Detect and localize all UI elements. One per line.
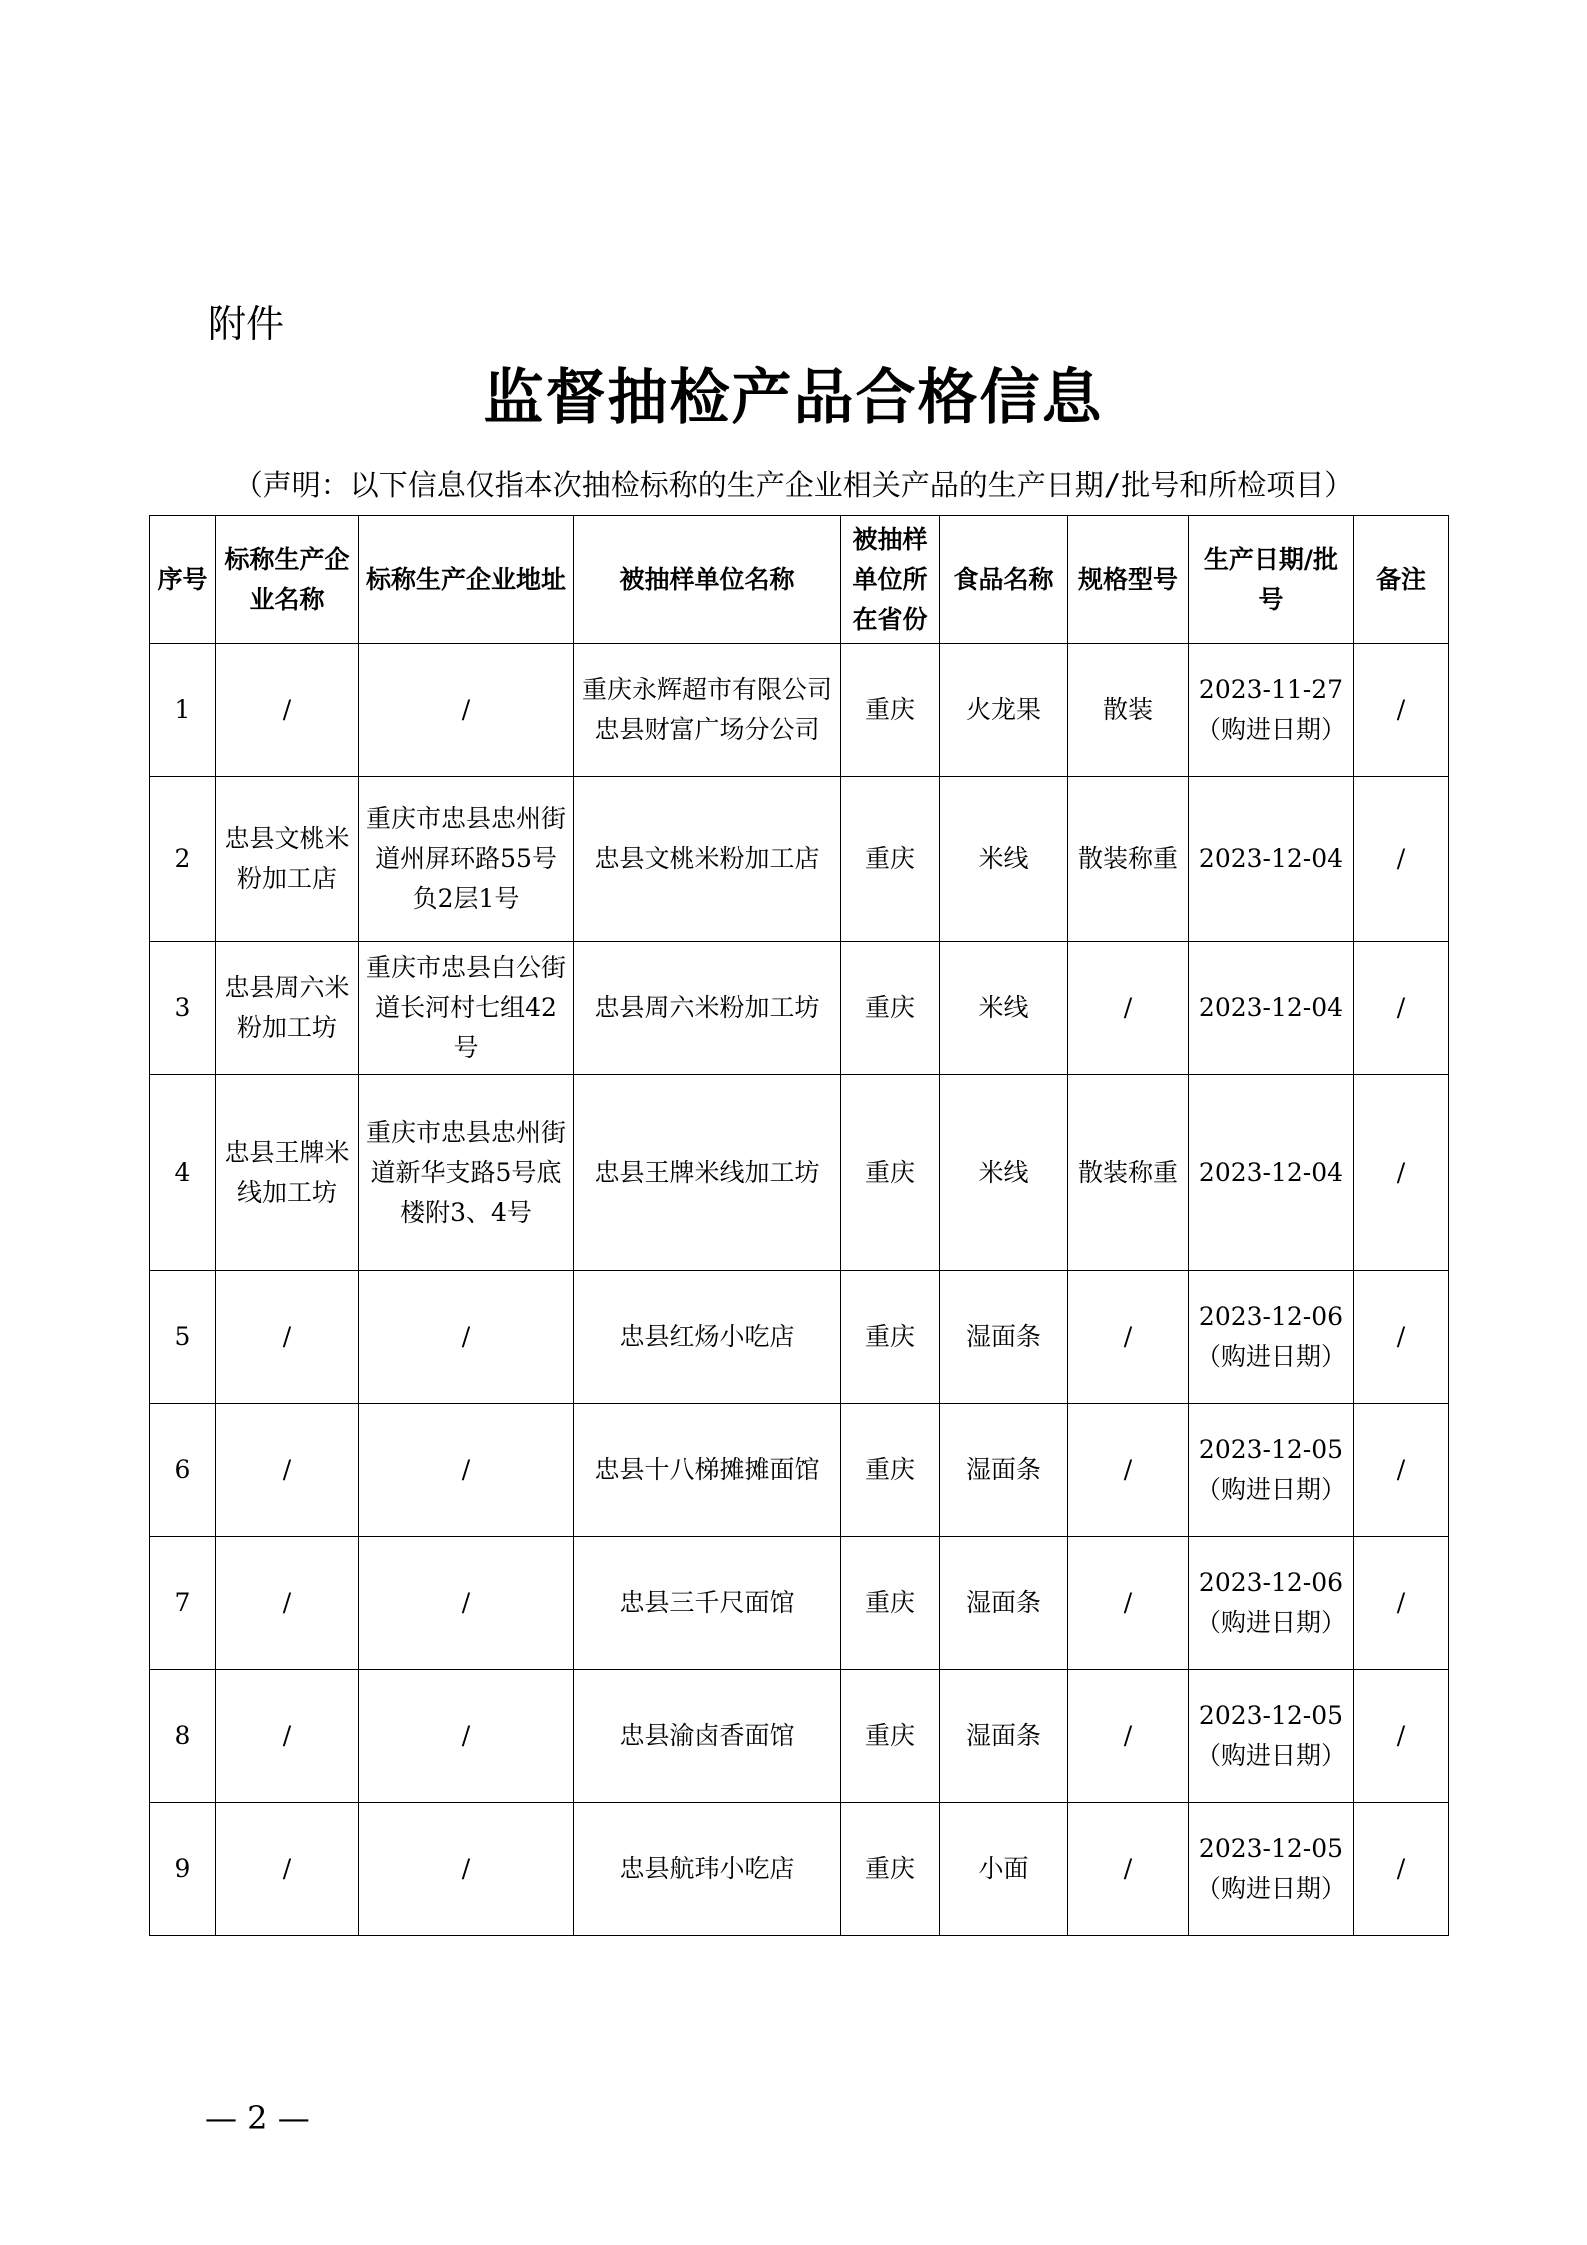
cell-no: 6	[150, 1404, 216, 1537]
cell-spec: /	[1068, 1537, 1189, 1670]
column-header-spec: 规格型号	[1068, 516, 1189, 644]
cell-food: 湿面条	[940, 1537, 1068, 1670]
date-value: 2023-12-04	[1198, 993, 1344, 1022]
cell-no: 8	[150, 1670, 216, 1803]
date-value: 2023-12-04	[1198, 844, 1344, 873]
table-row	[150, 1537, 1449, 1670]
cell-spec: /	[1068, 942, 1189, 1075]
cell-date	[1189, 1803, 1354, 1936]
cell-maker: /	[216, 1803, 359, 1936]
column-header-maker: 标称生产企业名称	[216, 516, 359, 644]
document-title: 监督抽检产品合格信息	[483, 363, 1104, 433]
table-row	[150, 942, 1449, 1075]
cell-spec: 散装称重	[1068, 777, 1189, 942]
cell-remark: /	[1354, 1670, 1449, 1803]
cell-date	[1189, 1271, 1354, 1404]
table-row	[150, 1670, 1449, 1803]
table-row	[150, 1075, 1449, 1271]
date-note: （购进日期）	[1195, 1741, 1346, 1770]
cell-sampled-unit: 忠县航玮小吃店	[574, 1803, 841, 1936]
cell-date	[1189, 1075, 1354, 1271]
cell-spec: 散装	[1068, 644, 1189, 777]
attachment-label: 附件	[208, 302, 285, 346]
inspection-results-table	[149, 515, 1449, 1936]
cell-date	[1189, 1404, 1354, 1537]
cell-date	[1189, 644, 1354, 777]
cell-sampled-unit: 忠县三千尺面馆	[574, 1537, 841, 1670]
cell-sampled-unit: 忠县十八梯摊摊面馆	[574, 1404, 841, 1537]
cell-no: 3	[150, 942, 216, 1075]
cell-remark: /	[1354, 1404, 1449, 1537]
column-header-address: 标称生产企业地址	[359, 516, 574, 644]
cell-food: 米线	[940, 942, 1068, 1075]
cell-maker: /	[216, 1271, 359, 1404]
cell-spec: /	[1068, 1271, 1189, 1404]
column-header-food: 食品名称	[940, 516, 1068, 644]
table-row	[150, 1803, 1449, 1936]
cell-food: 米线	[940, 1075, 1068, 1271]
cell-address: /	[359, 1537, 574, 1670]
cell-no: 4	[150, 1075, 216, 1271]
cell-date	[1189, 1670, 1354, 1803]
cell-food: 湿面条	[940, 1404, 1068, 1537]
cell-province: 重庆	[841, 1803, 940, 1936]
cell-no: 2	[150, 777, 216, 942]
cell-maker: 忠县王牌米线加工坊	[216, 1075, 359, 1271]
cell-spec: 散装称重	[1068, 1075, 1189, 1271]
cell-province: 重庆	[841, 1404, 940, 1537]
cell-remark: /	[1354, 644, 1449, 777]
cell-province: 重庆	[841, 1075, 940, 1271]
cell-maker: /	[216, 644, 359, 777]
cell-sampled-unit: 忠县周六米粉加工坊	[574, 942, 841, 1075]
table-row	[150, 777, 1449, 942]
cell-remark: /	[1354, 942, 1449, 1075]
cell-food: 湿面条	[940, 1670, 1068, 1803]
cell-food: 米线	[940, 777, 1068, 942]
cell-no: 1	[150, 644, 216, 777]
cell-address: /	[359, 1404, 574, 1537]
column-header-remark: 备注	[1354, 516, 1449, 644]
cell-address: 重庆市忠县忠州街道州屏环路55号负2层1号	[359, 777, 574, 942]
date-value: 2023-12-06	[1198, 1302, 1344, 1331]
cell-date	[1189, 942, 1354, 1075]
cell-province: 重庆	[841, 1670, 940, 1803]
cell-sampled-unit: 忠县文桃米粉加工店	[574, 777, 841, 942]
cell-maker: 忠县文桃米粉加工店	[216, 777, 359, 942]
cell-remark: /	[1354, 1803, 1449, 1936]
cell-sampled-unit: 重庆永辉超市有限公司忠县财富广场分公司	[574, 644, 841, 777]
statement-note: （声明：以下信息仅指本次抽检标称的生产企业相关产品的生产日期/批号和所检项目）	[233, 468, 1354, 502]
table-row	[150, 1404, 1449, 1537]
table-header-row	[150, 516, 1449, 644]
cell-address: /	[359, 1271, 574, 1404]
cell-address: /	[359, 1803, 574, 1936]
column-header-sampled-unit: 被抽样单位名称	[574, 516, 841, 644]
table-row	[150, 644, 1449, 777]
cell-sampled-unit: 忠县红炀小吃店	[574, 1271, 841, 1404]
date-value: 2023-11-27	[1198, 675, 1344, 704]
cell-sampled-unit: 忠县王牌米线加工坊	[574, 1075, 841, 1271]
cell-address: 重庆市忠县白公街道长河村七组42号	[359, 942, 574, 1075]
table-row	[150, 1271, 1449, 1404]
date-value: 2023-12-04	[1198, 1157, 1344, 1187]
cell-province: 重庆	[841, 644, 940, 777]
cell-no: 5	[150, 1271, 216, 1404]
date-note: （购进日期）	[1195, 1342, 1346, 1371]
cell-address: /	[359, 1670, 574, 1803]
cell-province: 重庆	[841, 1537, 940, 1670]
date-value: 2023-12-05	[1198, 1701, 1344, 1730]
cell-spec: /	[1068, 1404, 1189, 1537]
cell-spec: /	[1068, 1803, 1189, 1936]
cell-no: 9	[150, 1803, 216, 1936]
cell-food: 湿面条	[940, 1271, 1068, 1404]
cell-address: /	[359, 644, 574, 777]
cell-spec: /	[1068, 1670, 1189, 1803]
date-note: （购进日期）	[1195, 1475, 1346, 1504]
cell-address: 重庆市忠县忠州街道新华支路5号底楼附3、4号	[359, 1075, 574, 1271]
cell-maker: /	[216, 1537, 359, 1670]
date-note: （购进日期）	[1195, 1874, 1346, 1903]
cell-food: 小面	[940, 1803, 1068, 1936]
cell-sampled-unit: 忠县渝卤香面馆	[574, 1670, 841, 1803]
cell-date	[1189, 777, 1354, 942]
page-number: — 2 —	[205, 2099, 310, 2137]
cell-province: 重庆	[841, 777, 940, 942]
cell-remark: /	[1354, 777, 1449, 942]
date-value: 2023-12-05	[1198, 1435, 1344, 1464]
date-value: 2023-12-05	[1198, 1834, 1344, 1863]
column-header-no: 序号	[150, 516, 216, 644]
cell-remark: /	[1354, 1075, 1449, 1271]
cell-maker: 忠县周六米粉加工坊	[216, 942, 359, 1075]
cell-maker: /	[216, 1404, 359, 1537]
cell-province: 重庆	[841, 1271, 940, 1404]
date-note: （购进日期）	[1195, 1608, 1346, 1637]
column-header-date: 生产日期/批号	[1189, 516, 1354, 644]
cell-maker: /	[216, 1670, 359, 1803]
date-note: （购进日期）	[1195, 715, 1346, 744]
cell-no: 7	[150, 1537, 216, 1670]
date-value: 2023-12-06	[1198, 1568, 1344, 1597]
cell-remark: /	[1354, 1271, 1449, 1404]
cell-province: 重庆	[841, 942, 940, 1075]
cell-date	[1189, 1537, 1354, 1670]
cell-remark: /	[1354, 1537, 1449, 1670]
cell-food: 火龙果	[940, 644, 1068, 777]
column-header-province: 被抽样单位所在省份	[841, 516, 940, 644]
